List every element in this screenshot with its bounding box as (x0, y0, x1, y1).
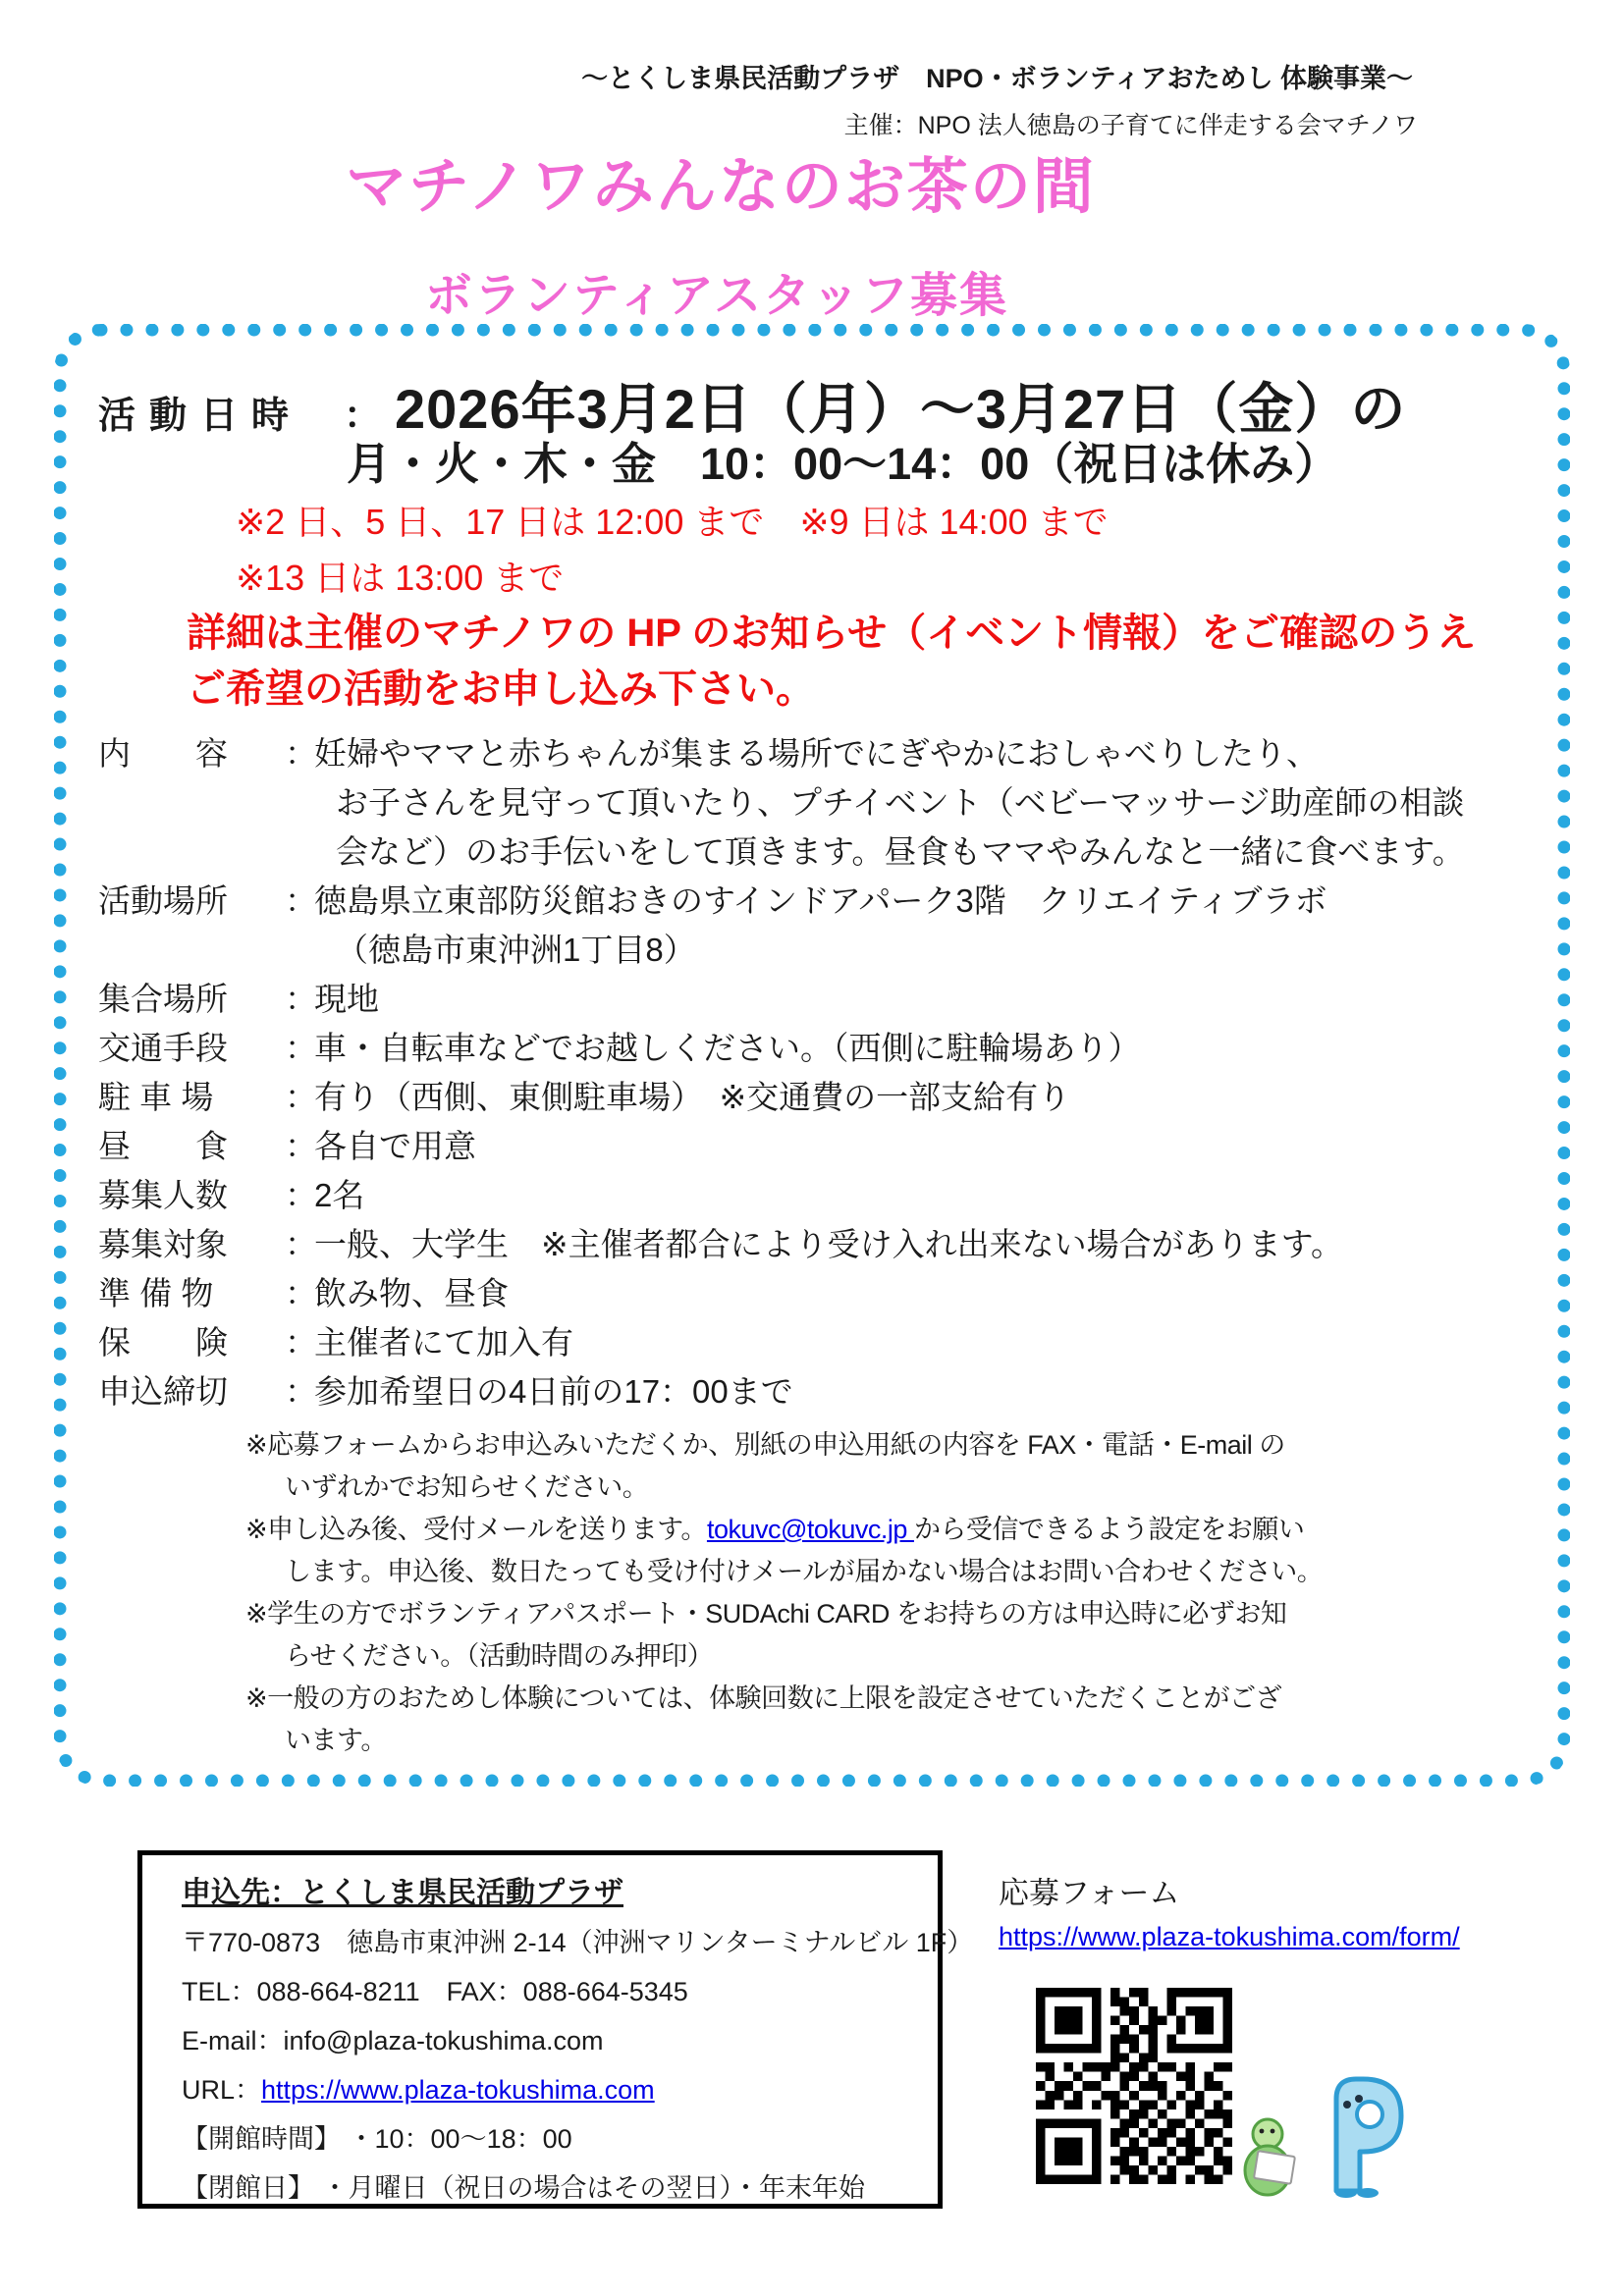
row-colon: ： (285, 981, 317, 1017)
row-colon: ： (285, 1128, 317, 1164)
info-rows (98, 729, 1528, 1416)
row-label: 募集人数 (98, 1177, 228, 1213)
note-text: します。申込後、数日たっても受け付けメールが届かない場合はお問い合わせください。 (285, 1557, 1324, 1586)
green-mascot (1245, 2119, 1295, 2195)
row-value (314, 729, 1528, 877)
row-colon: ： (285, 1373, 317, 1410)
row-value: 各自で用意 (314, 1128, 476, 1164)
row-value: 有り（西側、東側駐車場） ※交通費の一部支給有り (314, 1079, 1071, 1115)
note-text: いずれかでお知らせください。 (285, 1472, 649, 1502)
row-value: 一般、大学生 ※主催者都合により受け入れ出来ない場合があります。 (314, 1226, 1344, 1262)
schedule-date: 2026年3月2日（月）～3月27日（金）の (395, 378, 1407, 440)
application-notes (245, 1424, 1528, 1762)
row-value-line: （徳島市東沖洲1丁目8） (336, 932, 696, 968)
schedule-exception-2: ※13 日は 13:00 まで (236, 558, 565, 598)
schedule-notice-2: ご希望の活動をお申し込み下さい。 (187, 667, 815, 711)
note-text: ※申し込み後、受付メールを送ります。 (245, 1515, 707, 1544)
contact-email: E-mail：info@plaza-tokushima.com (182, 2026, 604, 2056)
contact-box (137, 1850, 974, 2209)
organizer: 主催：NPO 法人徳島の子育てに伴走する会マチノワ (843, 112, 1418, 139)
row-label: 内 容 (98, 735, 228, 772)
note-text: ※一般の方のおためし体験については、体験回数に上限を設定させていただくことがござ (245, 1683, 1282, 1713)
row-value-line: お子さんを見守って頂いたり、プチイベント（ベビーマッサージ助産師の相談 (336, 784, 1465, 821)
row-value (314, 877, 1528, 975)
info-row-venue (98, 877, 1528, 975)
note-text: ※応募フォームからお申込みいただくか、別紙の申込用紙の内容を FAX・電話・E-mail の (245, 1430, 1285, 1460)
apply-form-heading: 応募フォーム (999, 1876, 1180, 1910)
contact-tel-fax: TEL：088-664-8211 FAX：088-664-5345 (182, 1977, 688, 2006)
row-value: 2名 (314, 1177, 365, 1213)
row-label: 活動場所 (98, 882, 228, 919)
info-row-eligibility (98, 1220, 1528, 1269)
contact-url-line (182, 2065, 910, 2114)
row-value: 主催者にて加入有 (314, 1324, 573, 1361)
page-title: マチノワみんなのお茶の間 (346, 153, 1096, 221)
schedule-time: 月・火・木・金 10：00～14：00（祝日は休み） (347, 439, 1339, 489)
row-label: 駐 車 場 (98, 1079, 214, 1115)
note-text: います。 (285, 1726, 387, 1755)
row-colon: ： (285, 735, 317, 772)
row-value: 飲み物、昼食 (314, 1275, 509, 1311)
row-colon: ： (285, 1177, 317, 1213)
schedule-exception-1: ※2 日、5 日、17 日は 12:00 まで ※9 日は 14:00 まで (236, 502, 1109, 542)
page-subtitle: ボランティアスタッフ募集 (424, 270, 1009, 322)
row-label: 交通手段 (98, 1030, 228, 1066)
row-colon: ： (285, 1079, 317, 1115)
row-label: 集合場所 (98, 981, 228, 1017)
info-row-meeting-place (98, 975, 1528, 1024)
row-colon: ： (285, 1030, 317, 1066)
row-label: 募集対象 (98, 1226, 228, 1262)
info-row-insurance (98, 1318, 1528, 1367)
plaza-website-link[interactable]: https://www.plaza-tokushima.com (261, 2075, 655, 2105)
note-line (245, 1509, 1528, 1551)
schedule-row (98, 366, 1528, 440)
qr-code (1036, 1988, 1232, 2184)
row-value-line: 徳島県立東部防災館おきのすインドアパーク3階 クリエイティブラボ (314, 882, 1327, 919)
row-value-line: 会など）のお手伝いをして頂きます。昼食もママやみんなと一緒に食べます。 (336, 833, 1465, 870)
schedule-notice-1: 詳細は主催のマチノワの HP のお知らせ（イベント情報）をご確認のうえ (187, 612, 1477, 655)
row-value: 参加希望日の4日前の17：00まで (314, 1373, 793, 1410)
schedule-label: 活動日時 (98, 396, 303, 437)
note-apply-method (245, 1424, 1528, 1509)
contact-open-hours: 【開館時間】 ・10：00～18：00 (182, 2124, 572, 2154)
info-row-openings (98, 1171, 1528, 1220)
info-row-lunch (98, 1122, 1528, 1171)
schedule-colon: ： (344, 396, 382, 437)
info-row-parking (98, 1073, 1528, 1122)
apply-form-link[interactable]: https://www.plaza-tokushima.com/form/ (999, 1922, 1460, 1951)
row-colon: ： (285, 1275, 317, 1311)
contact-address: 〒770-0873 徳島市東沖洲 2-14（沖洲マリンターミナルビル 1F） (182, 1928, 974, 1957)
row-label: 申込締切 (98, 1373, 228, 1410)
row-value: 現地 (314, 981, 379, 1017)
info-row-items-to-bring (98, 1269, 1528, 1318)
row-value: 車・自転車などでお越しください。（西側に駐輪場あり） (314, 1030, 1141, 1066)
mascot-illustration (1230, 2069, 1422, 2199)
row-colon: ： (285, 1324, 317, 1361)
program-name: ～とくしま県民活動プラザ NPO・ボランティアおためし 体験事業～ (581, 64, 1413, 93)
row-label: 準 備 物 (98, 1275, 214, 1311)
note-volunteer-passport (245, 1593, 1528, 1678)
row-colon: ： (285, 882, 317, 919)
recruitment-details-box (54, 324, 1570, 1787)
row-value-line: 妊婦やママと赤ちゃんが集まる場所でにぎやかにおしゃべりしたり、 (314, 735, 1319, 772)
info-row-transportation (98, 1024, 1528, 1073)
note-confirmation-mail (245, 1509, 1528, 1593)
tokuvc-email-link[interactable]: tokuvc@tokuvc.jp (706, 1515, 914, 1544)
note-text: から受信できるよう設定をお願い (913, 1515, 1305, 1544)
info-row-deadline (98, 1367, 1528, 1416)
note-text: ※学生の方でボランティアパスポート・SUDAchi CARD をお持ちの方は申込時に必ずお知 (245, 1599, 1287, 1629)
row-label: 保 険 (98, 1324, 228, 1361)
info-row-content (98, 729, 1528, 877)
note-trial-limit (245, 1678, 1528, 1762)
blue-p-mascot (1335, 2079, 1401, 2198)
contact-url-label: URL： (182, 2075, 262, 2105)
contact-heading: 申込先：とくしま県民活動プラザ (182, 1877, 623, 1909)
contact-closed-days: 【閉館日】 ・月曜日（祝日の場合はその翌日）・年末年始 (182, 2173, 866, 2203)
row-label: 昼 食 (98, 1128, 228, 1164)
row-colon: ： (285, 1226, 317, 1262)
note-text: らせください。（活動時間のみ押印） (285, 1641, 714, 1671)
